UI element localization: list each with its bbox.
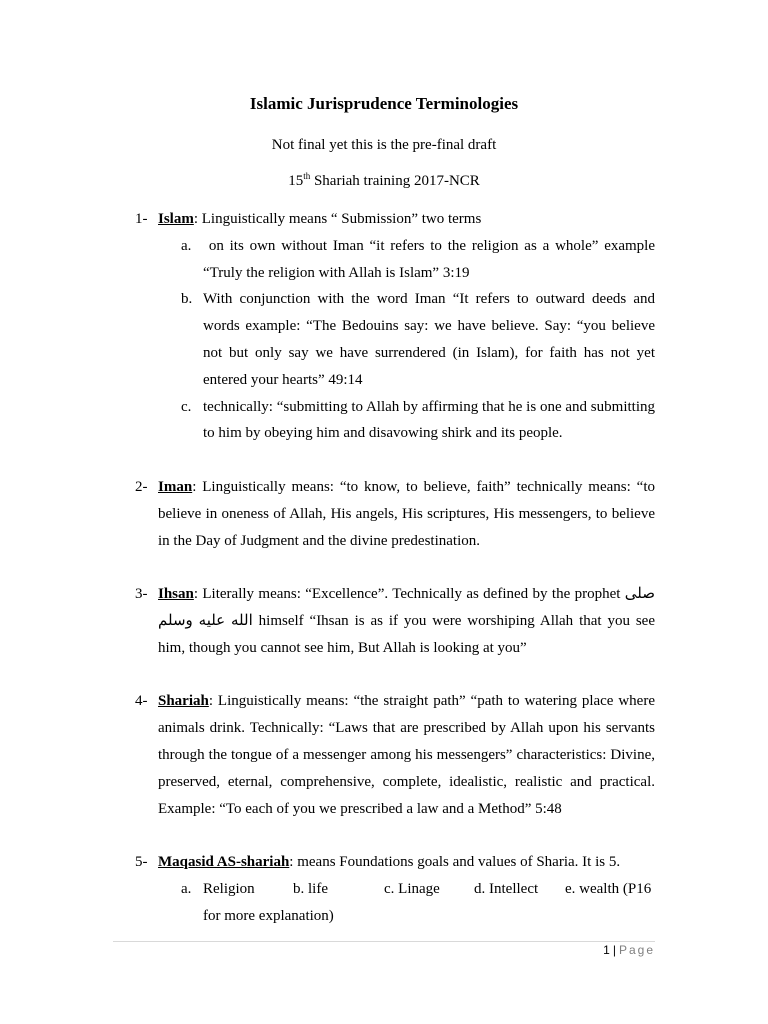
draft-note: Not final yet this is the pre-final draft	[271, 137, 497, 153]
value-life: b. life	[293, 880, 328, 897]
term-definition: : Linguistically means: “to know, to believe, faith” technically means: “to believe in oneness of Allah, His angels, His scriptures, His messengers, to believe in the Day of Judgment and the divine predestination.	[158, 478, 655, 549]
term-name: Ihsan	[158, 586, 194, 603]
footer-divider	[113, 941, 655, 942]
value-intellect: d. Intellect	[474, 880, 539, 897]
training-number: 15	[288, 173, 304, 189]
item-number: 2-	[135, 478, 148, 495]
term-item-islam	[0, 206, 768, 447]
item-number: 5-	[135, 854, 148, 871]
sub-item-letter: a.	[181, 237, 192, 254]
term-name: Islam	[158, 211, 194, 227]
item-body	[158, 688, 655, 822]
item-number: 3-	[135, 586, 148, 603]
term-definition: : means Foundations goals and values of Sharia. It is 5.	[289, 854, 621, 871]
maqasid-values-cont	[0, 903, 768, 930]
term-item-shariah	[0, 688, 768, 822]
sub-item-c	[0, 394, 768, 448]
term-definition: : Literally means: “Excellence”. Technically as defined by the prophet	[193, 586, 625, 603]
value-wealth: e. wealth (P16	[565, 880, 652, 897]
value-religion: Religion	[203, 880, 255, 897]
value-linage: c. Linage	[384, 880, 440, 897]
term-name: Shariah	[158, 693, 209, 710]
training-line	[0, 171, 768, 190]
sub-item-letter: b.	[181, 291, 193, 308]
term-item-maqasid	[0, 849, 768, 929]
sub-item-text: on its own without Iman “it refers to the religion as a whole” example “Truly the religion with Allah is Islam” 3:19	[203, 237, 656, 281]
item-body	[158, 206, 655, 233]
value-note: for more explanation)	[203, 907, 334, 924]
term-item-ihsan	[0, 581, 768, 661]
maqasid-values-row	[0, 876, 768, 903]
sub-item-text: With conjunction with the word Iman “It refers to outward deeds and words example: “The Bedouins say: we have believe. Say: “you believe not but only say we have surrendered (in Islam), for faith has not yet entered your hearts” 49:14	[203, 291, 655, 388]
term-definition: : Linguistically means: “the straight path” “path to watering place where animals drink. Technically: “Laws that are prescribed by Allah upon his servants through the tongue of a messenger among his messengers” characteristics: Divine, preserved, eternal, comprehensive, complete, idealistic, realistic and practical. Example: “To each of you we prescribed a law and a Method” 5:48	[158, 693, 655, 817]
item-body	[158, 849, 655, 876]
item-body	[158, 474, 655, 554]
term-name: Iman	[158, 478, 193, 495]
item-number: 4-	[135, 693, 148, 710]
sub-item-b	[0, 286, 768, 393]
sub-item-a	[0, 233, 768, 287]
document-title: Islamic Jurisprudence Terminologies	[249, 94, 519, 113]
training-ordinal: th	[303, 171, 311, 181]
page-footer	[603, 943, 655, 957]
item-number: 1-	[135, 211, 148, 227]
footer-separator: |	[612, 943, 616, 957]
term-definition-cont: himself “Ihsan is as if you were worshiping Allah that you see him, though you cannot see him, But Allah is looking at you”	[158, 612, 655, 656]
sub-item-letter: a.	[181, 880, 192, 897]
sub-item-text: technically: “submitting to Allah by affirming that he is one and submitting to him by obeying him and disavowing shirk and its people.	[203, 398, 655, 442]
training-text: Shariah training 2017-NCR	[310, 173, 480, 189]
arabic-honorific: صلى الله عليه وسلم	[158, 586, 655, 629]
item-body	[158, 581, 655, 661]
page-number: 1	[603, 943, 610, 957]
sub-item-letter: c.	[181, 398, 192, 415]
term-name: Maqasid AS-shariah	[158, 854, 290, 871]
page-label: Page	[618, 943, 655, 957]
term-list	[0, 206, 768, 956]
term-item-iman	[0, 474, 768, 554]
term-definition: : Linguistically means “ Submission” two terms	[193, 211, 482, 227]
